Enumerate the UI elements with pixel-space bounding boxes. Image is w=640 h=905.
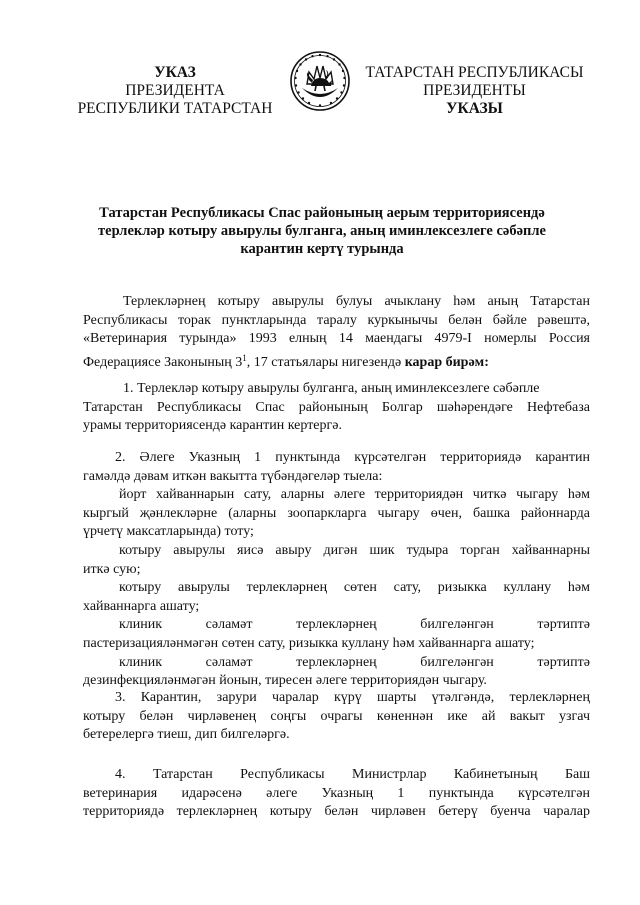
item-2-line: котыру авырулы терлекләрнең сөтен сату, ризыкка куллану һәм bbox=[119, 580, 590, 596]
item-4-paragraph bbox=[83, 766, 590, 822]
preamble-superscript: 1 bbox=[242, 352, 247, 363]
item-4-line: ветеринария идарәсенә әлеге Указның 1 пунктында күрсәтелгән bbox=[83, 785, 590, 801]
item-1-paragraph bbox=[83, 380, 590, 436]
header-right-line-1: ТАТАРСТАН РЕСПУБЛИКАСЫ bbox=[365, 64, 584, 81]
header-left-line-3: РЕСПУБЛИКИ ТАТАРСТАН bbox=[77, 100, 273, 117]
item-2-line: пастеризацияләнмәгән сөтен сату, ризыкка куллану һәм хайваннарга ашату; bbox=[83, 635, 535, 651]
item-2-line: дезинфекцияләнмәгән йонын, тиресен әлеге территориядән чыгару. bbox=[83, 673, 487, 689]
preamble-paragraph bbox=[83, 293, 590, 372]
item-4-line: 4. Татарстан Республикасы Министрлар Кабинетының Баш bbox=[115, 767, 590, 782]
header-right-line-3: УКАЗЫ bbox=[446, 100, 503, 117]
item-1-line: Татарстан Республикасы Спас районының Болгар шәһәрендәге Нефтебаза bbox=[83, 399, 590, 415]
tatarstan-emblem-icon bbox=[289, 50, 351, 112]
header-right bbox=[352, 64, 597, 118]
preamble-decision: карар бирәм: bbox=[404, 354, 489, 370]
header-left-line-2: ПРЕЗИДЕНТА bbox=[125, 82, 225, 99]
preamble-last-start: Федерациясе Законының 3 bbox=[83, 354, 243, 370]
preamble-line: Республикасы торак пунктларында таралу куркынычы белән бәйле рәвештә, bbox=[83, 312, 590, 328]
item-3-line: 3. Карантин, зарури чаралар күрү шарты үтәлгәндә, терлекләрнең bbox=[115, 690, 590, 705]
item-1-line: урамы территориясендә карантин кертергә. bbox=[83, 418, 342, 434]
title-line-3: карантин кертү турында bbox=[240, 241, 404, 257]
title-line-1: Татарстан Республикасы Спас районының аерым территориясендә bbox=[99, 205, 545, 221]
preamble-line: «Ветеринария турында» 1993 елның 14 маендагы 4979-I номерлы Россия bbox=[83, 331, 590, 347]
title-line-2: терлекләр котыру авырулы булганга, аның иминлексезлеге сәбәпле bbox=[98, 223, 546, 239]
item-3-line: бетерелергә тиеш, дип билгеләргә. bbox=[83, 727, 290, 743]
item-3-line: котыру белән чирләвенең соңгы очрагы көненнән ике ай вакыт узгач bbox=[83, 708, 590, 724]
header-right-line-2: ПРЕЗИДЕНТЫ bbox=[423, 82, 526, 99]
item-2-line: клиник сәламәт терлекләрнең билгеләнгән тәртиптә bbox=[119, 617, 590, 633]
item-2-line: иткә сую; bbox=[83, 561, 141, 577]
item-2-line: йорт хайваннарын сату, аларны әлеге территориядән читкә чыгару һәм bbox=[119, 487, 590, 503]
item-2-line: 2. Әлеге Указның 1 пунктында күрсәтелгән территориядә карантин bbox=[115, 450, 590, 465]
preamble-last-mid: , 17 статьялары нигезендә bbox=[246, 354, 405, 370]
item-2-line: гамәлдә дәвам иткән вакытта түбәндәгеләр тыела: bbox=[83, 468, 383, 484]
document-title bbox=[82, 204, 562, 258]
item-2-line: клиник сәламәт терлекләрнең билгеләнгән тәртиптә bbox=[119, 654, 590, 670]
item-2-line: котыру авырулы яисә авыру дигән шик тудыра торган хайваннарны bbox=[119, 542, 590, 558]
item-2-line: хайваннарга ашату; bbox=[83, 598, 200, 614]
item-3-paragraph bbox=[83, 689, 590, 745]
item-1-line: 1. Терлекләр котыру авырулы булганга, аның иминлексезлеге сәбәпле bbox=[123, 381, 540, 396]
item-2-line: кыргый җәнлекләрне (аларны зоопаркларга чыгару өчен, башка районнарда bbox=[83, 505, 590, 521]
header-left bbox=[60, 64, 290, 118]
preamble-last-line bbox=[83, 349, 590, 373]
item-4-line: территориядә терлекләрнең котыру белән чирләвен бетерү буенча чаралар bbox=[83, 804, 590, 820]
preamble-line: Терлекләрнең котыру авырулы булуы ачыклану һәм аның Татарстан bbox=[123, 294, 590, 309]
header-left-line-1: УКАЗ bbox=[154, 64, 196, 81]
item-2-paragraph bbox=[83, 449, 590, 691]
item-2-line: үрчетү максатларында) тоту; bbox=[83, 524, 254, 540]
